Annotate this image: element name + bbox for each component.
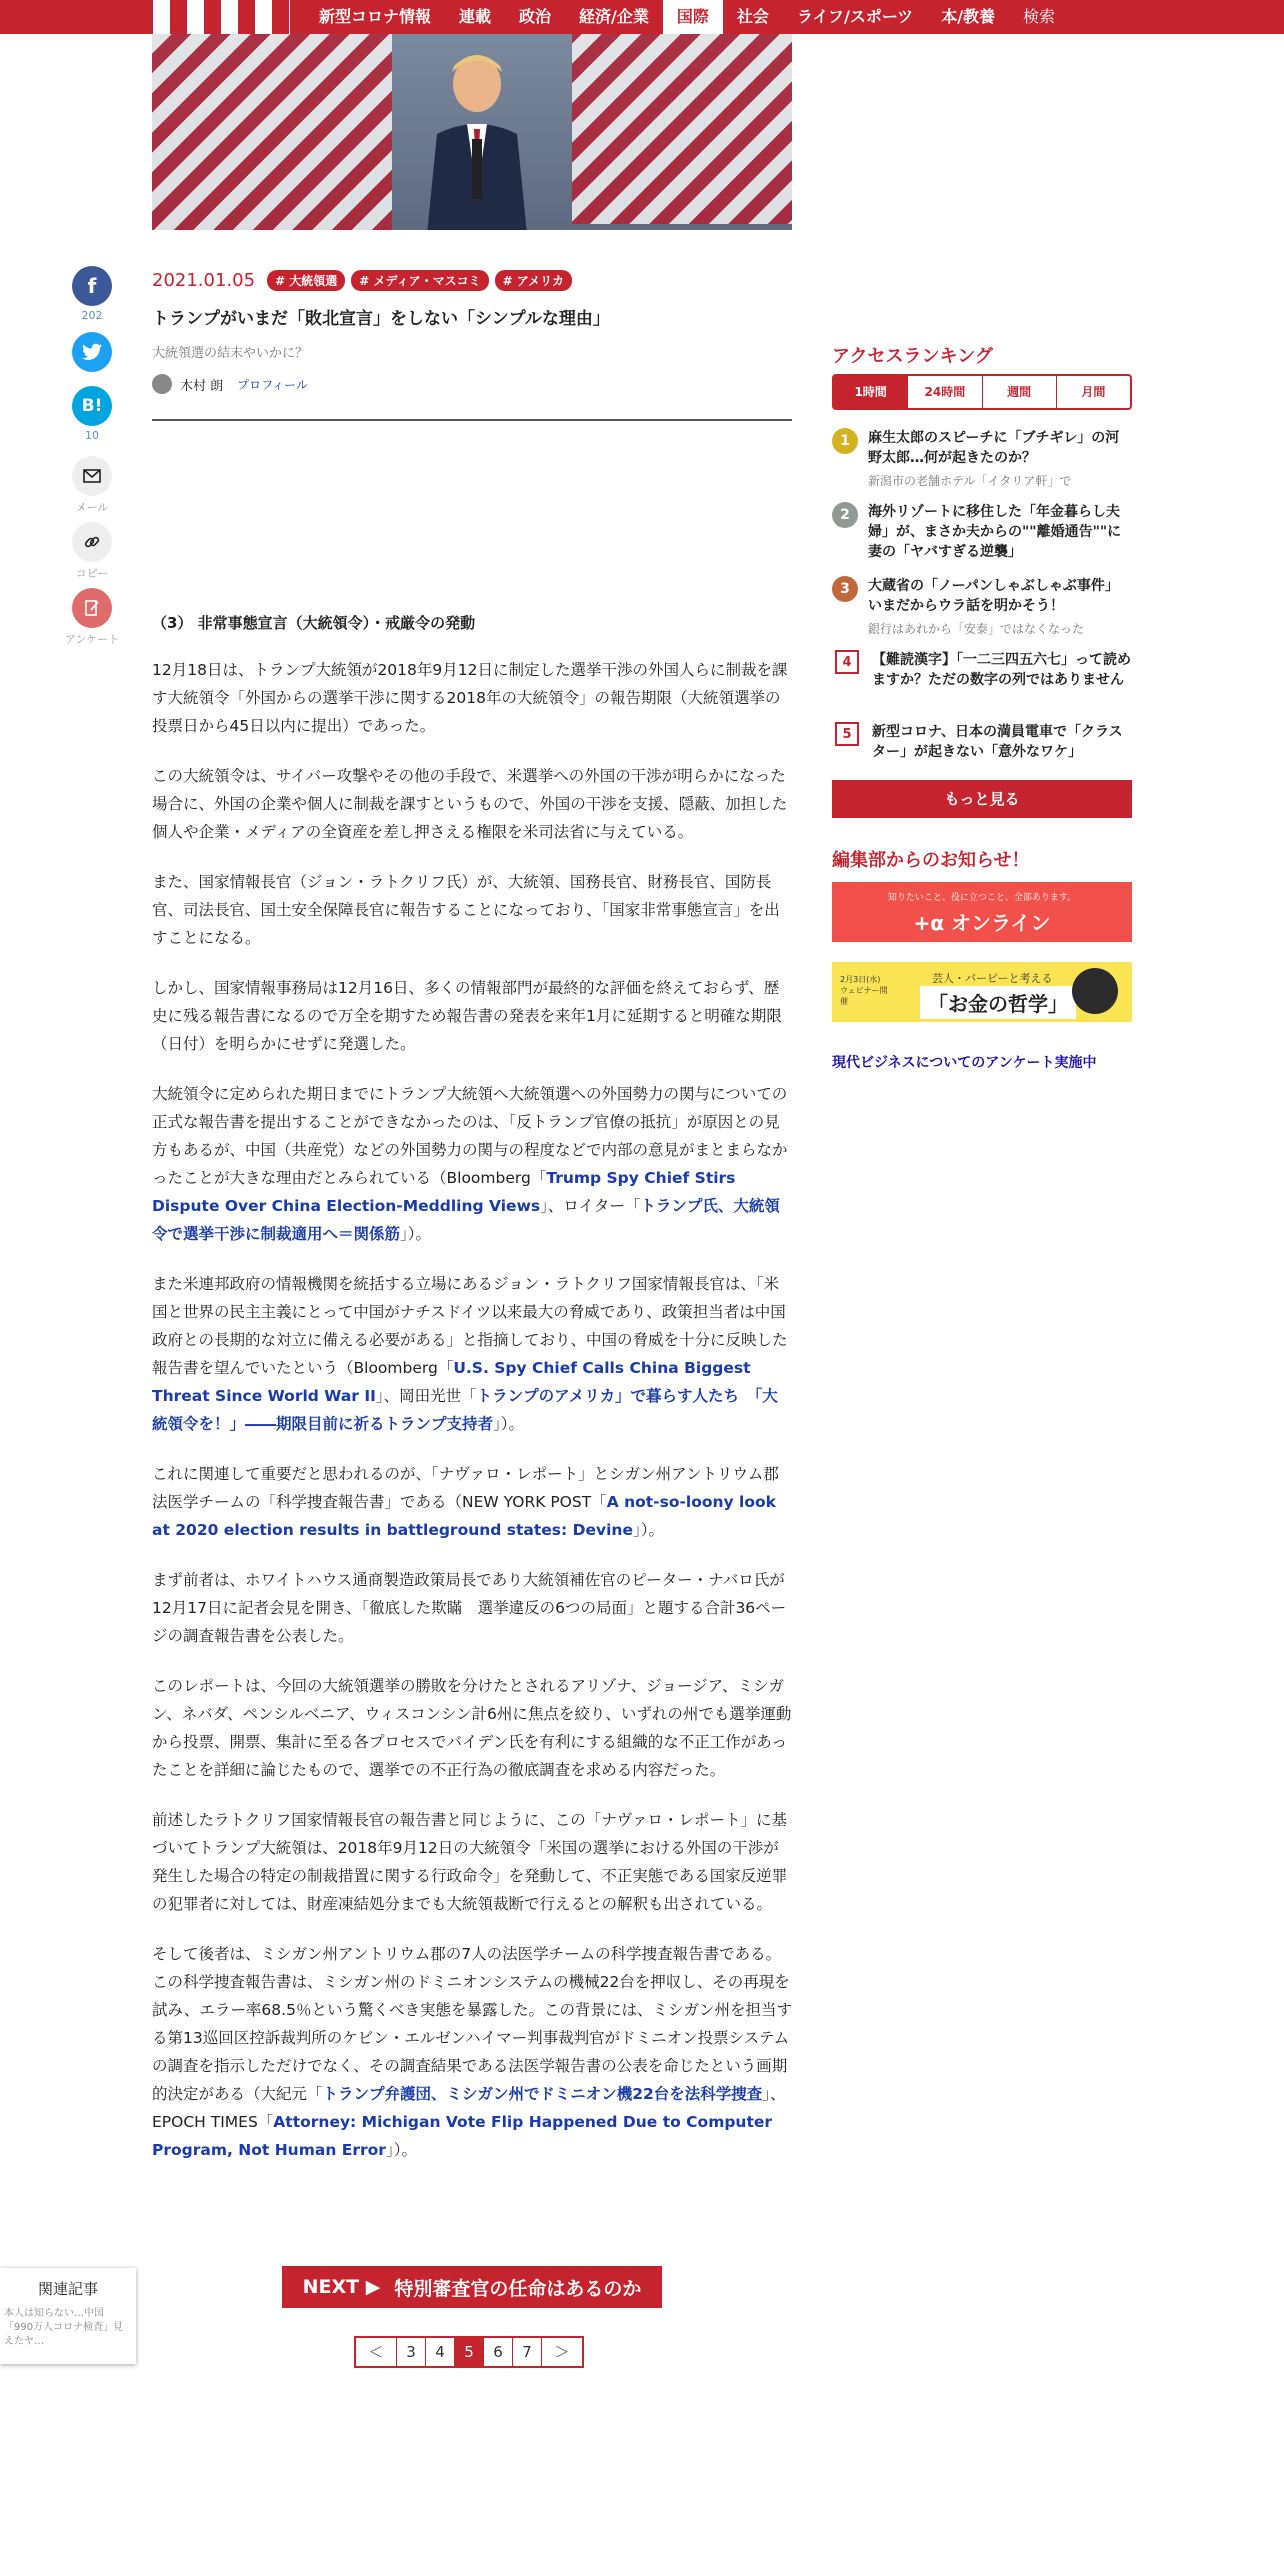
- paragraph-text: 」）。: [493, 1415, 525, 1433]
- author-block: [152, 374, 308, 394]
- paragraph: この大統領令は、サイバー攻撃やその他の手段で、米選挙への外国の干渉が明らかになった場合に、外国の企業や個人に制裁を課すというもので、外国の干渉を支援、隠蔽、加担した個人や企業・メディアの全資産を差し押さえる権限を米司法省に与えている。: [152, 767, 788, 841]
- ranking-title[interactable]: 【難読漢字】「一二三四五六七」って読めますか？ただの数字の列ではありません: [872, 652, 1131, 688]
- share-mail[interactable]: [62, 456, 122, 515]
- ranking-subtitle: 新潟市の老舗ホテル「イタリア軒」で: [868, 474, 1072, 488]
- paragraph-text: これに関連して重要だと思われるのが、「ナヴァロ・レポート」とシガン州アントリウム郡法医学チームの「科学捜査報告書」である（NEW YORK POST「: [152, 1465, 779, 1511]
- ranking-item[interactable]: [832, 650, 1132, 690]
- link-bloomberg-china-threat[interactable]: U.S. Spy Chief Calls China Biggest Threat Since World War II: [152, 1359, 751, 1405]
- paragraph: このレポートは、今回の大統領選挙の勝敗を分けたとされるアリゾナ、ジョージア、ミシガン、ネバダ、ペンシルベニア、ウィスコンシン計6州に焦点を絞り、いずれの州でも選挙運動から投票、開票、集計に至る各プロセスでバイデン氏を有利にする組織的な不正工作があったことを詳細に論じたもので、選挙での不正行為の徹底調査を求める内容だった。: [152, 1677, 792, 1779]
- pager-page-3[interactable]: 3: [397, 2338, 426, 2366]
- nav-item-books[interactable]: 本/教養: [941, 7, 996, 26]
- paragraph-text: 」）。: [400, 1225, 432, 1243]
- ranking-title[interactable]: 大蔵省の「ノーパンしゃぶしゃぶ事件」いまだからウラ話を明かそう！: [868, 578, 1119, 614]
- flag-left: [152, 34, 392, 230]
- banner-title: +α オンライン: [913, 911, 1051, 935]
- paragraph-text: 」、ロイター「: [540, 1197, 641, 1215]
- paragraph-text: 」）。: [632, 1521, 664, 1539]
- paragraph-text: 」）。: [385, 2141, 417, 2159]
- hatena-count: 10: [85, 429, 99, 442]
- speaker-figure: [422, 44, 532, 230]
- banner-main-title: 「お金の哲学」: [920, 986, 1076, 1019]
- survey-label: アンケート: [64, 633, 120, 646]
- paragraph: [152, 1080, 792, 1248]
- facebook-count: 202: [81, 309, 103, 322]
- next-page-button[interactable]: [282, 2266, 662, 2308]
- tab-1-hour[interactable]: 1時間: [834, 376, 908, 408]
- profile-link[interactable]: プロフィール: [237, 377, 308, 392]
- tag-media[interactable]: # メディア・マスコミ: [351, 270, 488, 291]
- money-philosophy-webinar-banner[interactable]: [832, 962, 1132, 1022]
- ranking-tabs: [832, 374, 1132, 410]
- related-articles-widget[interactable]: [0, 2268, 136, 2364]
- link-okada-trump-america[interactable]: トランプのアメリカ」で暮らす人たち 「大統領令を！」――期限目前に祈るトランプ支持者: [152, 1387, 778, 1433]
- twitter-icon[interactable]: [72, 332, 112, 372]
- next-title: 特別審査官の任命はあるのか: [394, 2277, 642, 2300]
- paragraph: [152, 1940, 792, 2164]
- link-icon[interactable]: [72, 522, 112, 562]
- rank-badge: 3: [832, 576, 858, 602]
- pager-page-4[interactable]: 4: [426, 2338, 455, 2366]
- link-epochtimes-jp-dominion[interactable]: トランプ弁護団、ミシガン州でドミニオン機22台を法科学捜査: [322, 2085, 763, 2103]
- ranking-subtitle: 銀行はあれから「安泰」ではなくなった: [868, 622, 1085, 636]
- tab-24-hours[interactable]: 24時間: [908, 376, 982, 408]
- section-heading: （3） 非常事態宣言（大統領令）・戒厳令の発動: [152, 614, 476, 632]
- paragraph: 12月18日は、トランプ大統領が2018年9月12日に制定した選挙干渉の外国人らに制裁を課す大統領令「外国からの選挙干渉に関する2018年の大統領令」の報告期限（大統領選挙の投票日から45日以内に提出）であった。: [152, 661, 788, 735]
- pagination: [354, 2336, 584, 2368]
- pager-page-5-current[interactable]: 5: [455, 2338, 484, 2366]
- nav-item-life-sports[interactable]: ライフ/スポーツ: [796, 7, 914, 26]
- link-reuters-sanctions[interactable]: トランプ氏、大統領令で選挙干渉に制裁適用へ＝関係筋: [152, 1197, 780, 1243]
- nav-item-economy[interactable]: 経済/企業: [579, 7, 649, 26]
- rank-badge: 5: [835, 722, 859, 746]
- divider: [152, 419, 792, 421]
- hatena-bookmark-icon[interactable]: B!: [72, 386, 112, 426]
- nav-item-search[interactable]: 検索: [1023, 7, 1056, 26]
- main-nav: [305, 0, 1069, 34]
- banner-tagline: 知りたいこと、役に立つこと、全部あります。: [887, 893, 1077, 903]
- top-nav-bar: [0, 0, 1284, 34]
- paragraph: [152, 1270, 792, 1438]
- share-survey[interactable]: [62, 588, 122, 647]
- copy-label: コピー: [75, 567, 109, 580]
- nav-item-international[interactable]: 国際: [663, 0, 723, 34]
- paragraph-text: そして後者は、ミシガン州アントリウム郡の7人の法医学チームの科学捜査報告書である。この科学捜査報告書は、ミシガン州のドミニオンシステムの機械22台を押収し、その再現を試み、エラー率68.5％という驚くべき実態を暴露した。この背景には、ミシガン州を担当する第13巡回区控訴裁判所のケビン・エルゼンハイマー判事裁判官がドミニオン投票システムの調査を指示しただけでなく、その調査結果である法医学報告書の公表を命じたという画期的決定がある（大紀元「: [152, 1945, 792, 2103]
- ranking-title[interactable]: 麻生太郎のスピーチに「ブチギレ」の河野太郎…何が起きたのか？: [868, 430, 1120, 466]
- banner-subtitle: 芸人・バービーと考える: [932, 972, 1053, 985]
- tag-america[interactable]: # アメリカ: [495, 270, 572, 291]
- survey-link[interactable]: 現代ビジネスについてのアンケート実施中: [832, 1055, 1097, 1071]
- paragraph: [152, 1460, 792, 1544]
- flag-right: [572, 34, 792, 224]
- host-portrait: [1072, 968, 1118, 1014]
- paragraph: しかし、国家情報事務局は12月16日、多くの情報部門が最終的な評価を終えておらず、歴史に残る報告書になるので万全を期すため報告書の発表を来年1月に延期すると明確な期限（日付）を明らかにせずに発選した。: [152, 979, 782, 1053]
- tab-weekly[interactable]: 週間: [983, 376, 1057, 408]
- paragraph: まず前者は、ホワイトハウス通商製造政策局長であり大統領補佐官のピーター・ナバロ氏が12月17日に記者会見を開き、「徹底した欺瞞 選挙違反の6つの局面」と題する合計36ページの調査報告書を公表した。: [152, 1571, 787, 1645]
- nav-item-politics[interactable]: 政治: [519, 7, 552, 26]
- article-meta: [152, 270, 572, 291]
- author-avatar: [152, 374, 172, 394]
- share-twitter[interactable]: [62, 332, 122, 372]
- paragraph-text: 」、EPOCH TIMES「: [152, 2085, 786, 2131]
- link-bloomberg-trump-spy-chief[interactable]: Trump Spy Chief Stirs Dispute Over China Election-Meddling Views: [152, 1169, 736, 1215]
- share-facebook[interactable]: [62, 266, 122, 322]
- tag-president-election[interactable]: # 大統領選: [267, 270, 345, 291]
- article-title: トランプがいまだ「敗北宣言」をしない「シンプルな理由」: [152, 309, 610, 329]
- article-hero-image: [152, 34, 792, 230]
- link-nypost-devine[interactable]: A not-so-loony look at 2020 election results in battleground states: Devine: [152, 1493, 776, 1539]
- plus-alpha-online-banner[interactable]: [832, 882, 1132, 942]
- related-heading: 関連記事: [37, 2280, 98, 2298]
- share-hatena[interactable]: [62, 386, 122, 442]
- pager-page-7[interactable]: 7: [513, 2338, 542, 2366]
- banner-date: 2月3日(水) ウェビナー開催: [840, 975, 888, 1006]
- tab-monthly[interactable]: 月間: [1081, 385, 1106, 399]
- nav-item-series[interactable]: 連載: [459, 7, 492, 26]
- ranking-item[interactable]: [832, 428, 1132, 489]
- rank-badge: 4: [835, 650, 859, 674]
- ranking-title[interactable]: 海外リゾートに移住した「年金暮らし夫婦」が、まさか夫からの""離婚通告""に妻の「ヤバすぎる逆襲」: [868, 504, 1122, 560]
- ranking-more-button[interactable]: もっと見る: [832, 780, 1132, 818]
- rank-badge: 2: [832, 502, 858, 528]
- paragraph: また、国家情報長官（ジョン・ラトクリフ氏）が、大統領、国務長官、財務長官、国防長官、司法長官、国土安全保障長官に報告することになっており、「国家非常事態宣言」を出すことになる。: [152, 873, 780, 947]
- pager-next[interactable]: ＞: [554, 2343, 570, 2361]
- article-date: 2021.01.05: [152, 270, 256, 291]
- pager-prev[interactable]: ＜: [356, 2338, 397, 2366]
- share-copy-link[interactable]: [62, 522, 122, 581]
- rank-badge: 1: [832, 428, 858, 454]
- ranking-heading: アクセスランキング: [832, 346, 993, 367]
- paragraph-text: また米連邦政府の情報機関を統括する立場にあるジョン・ラトクリフ国家情報長官は、「米国と世界の民主主義にとって中国がナチスドイツ以来最大の脅威であり、政策担当者は中国政府との長期的な対立に備える必要がある」と指摘しており、中国の脅威を十分に反映した報告書を望んでいたという（Bloomberg「: [152, 1275, 788, 1377]
- nav-item-society[interactable]: 社会: [736, 7, 769, 26]
- notices-heading: 編集部からのお知らせ！: [832, 850, 1030, 871]
- survey-icon[interactable]: [72, 588, 112, 628]
- ranking-item[interactable]: [832, 502, 1132, 562]
- pager-page-6[interactable]: 6: [484, 2338, 513, 2366]
- related-text[interactable]: 本人は知らない…中国「990万人コロナ検査」見えたヤ…: [4, 2308, 124, 2347]
- paragraph: 前述したラトクリフ国家情報長官の報告書と同じように、この「ナヴァロ・レポート」に基づいてトランプ大統領は、2018年9月12日の大統領令「米国の選挙における外国の干渉が発生した場合の特定の制裁措置に関する行政命令」を発動して、不正実態である国家反逆罪の犯罪者に対しては、財産凍結処分までも大統領裁断で行えるとの解釈も出されている。: [152, 1811, 788, 1913]
- mail-label: メール: [75, 501, 109, 514]
- paragraph-text: 大統領令に定められた期日までにトランプ大統領へ大統領選への外国勢力の関与についての正式な報告書を提出することができなかったのは、「反トランプ官僚の抵抗」が原因との見方もあるが、中国（共産党）などの外国勢力の関与の程度などで内部の意見がまとまらなかったことが大きな理由だとみられている（Bloomberg「: [152, 1085, 788, 1187]
- paragraph-text: 」、岡田光世「: [375, 1387, 477, 1405]
- ranking-item[interactable]: [832, 576, 1132, 637]
- author-name[interactable]: 木村 朗: [180, 378, 224, 394]
- next-label: NEXT ▶: [302, 2276, 381, 2298]
- ranking-item[interactable]: [832, 722, 1132, 762]
- site-logo[interactable]: [153, 0, 290, 34]
- facebook-icon[interactable]: f: [72, 266, 112, 306]
- article-subtitle: 大統領選の結末やいかに？: [152, 346, 309, 361]
- ranking-title[interactable]: 新型コロナ、日本の満員電車で「クラスター」が起きない「意外なワケ」: [872, 724, 1123, 760]
- nav-item-corona[interactable]: 新型コロナ情報: [319, 7, 432, 26]
- mail-icon[interactable]: [72, 456, 112, 496]
- link-epochtimes-michigan[interactable]: Attorney: Michigan Vote Flip Happened Due to Computer Program, Not Human Error: [152, 2113, 773, 2159]
- article-body: [152, 656, 792, 2186]
